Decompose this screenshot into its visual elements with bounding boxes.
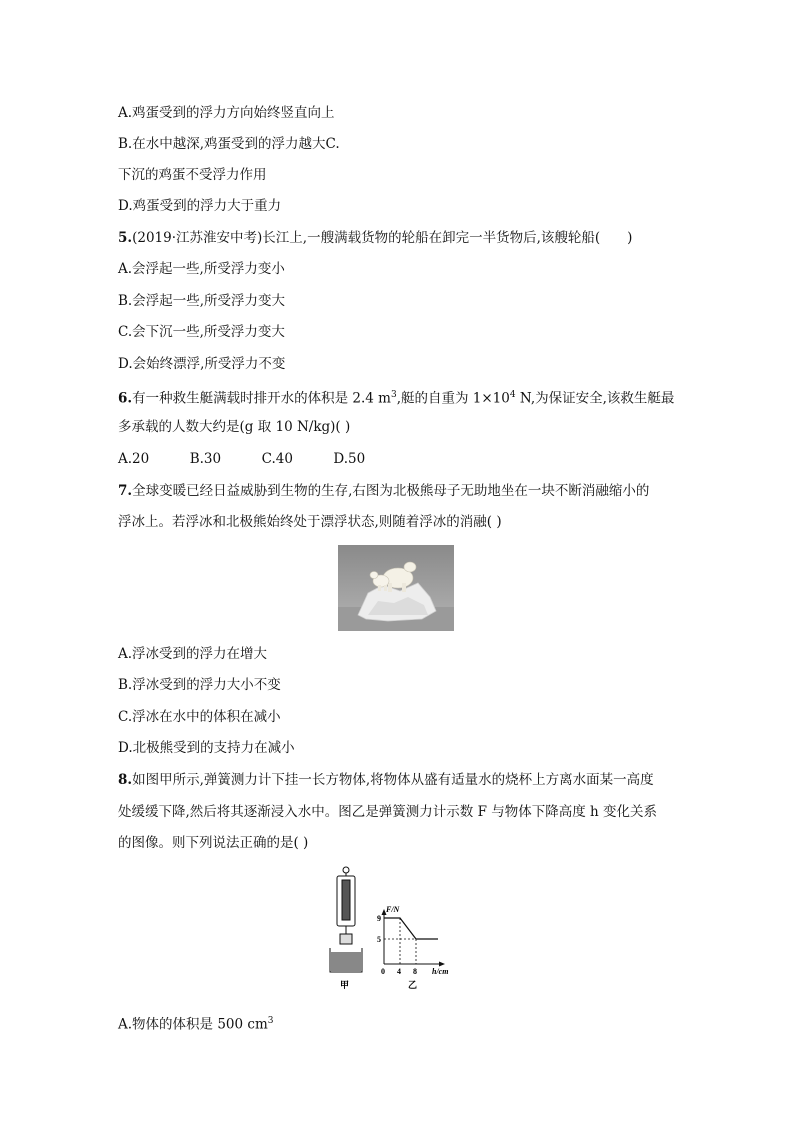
q8-option-a-text: A.物体的体积是 500 cm (118, 1016, 268, 1033)
tick-8: 8 (413, 967, 417, 976)
spring-scale-diagram (330, 867, 362, 972)
q7-option-b: B.浮冰受到的浮力大小不变 (118, 677, 281, 693)
q4-option-c: 下沉的鸡蛋不受浮力作用 (118, 167, 267, 183)
q7-stem-line1 (118, 482, 649, 500)
tick-5: 5 (377, 935, 381, 944)
q8-option-a-sup: 3 (267, 1016, 274, 1026)
polar-bear-photo (338, 545, 454, 631)
q7-number: 7. (118, 483, 133, 499)
q5-option-a: A.会浮起一些,所受浮力变小 (118, 261, 285, 277)
q8-option-a (118, 1012, 274, 1034)
q6-sup-4: 4 (509, 390, 516, 400)
q8-stem-line3: 的图像。则下列说法正确的是( ) (118, 835, 309, 851)
tick-4: 4 (397, 967, 401, 976)
q6-stem-line1 (118, 386, 674, 408)
spring-scale-figure (320, 864, 480, 994)
q6-sup-3: 3 (390, 390, 397, 400)
y-axis-label: F/N (386, 905, 400, 914)
q5-option-d: D.会始终漂浮,所受浮力不变 (118, 356, 286, 372)
q6-number: 6. (118, 390, 133, 407)
x-axis-label: h/cm (432, 967, 449, 976)
q7-option-d: D.北极熊受到的支持力在减小 (118, 740, 295, 756)
label-jia: 甲 (340, 980, 350, 990)
q5-number: 5. (118, 230, 133, 246)
q8-stem-line1 (118, 771, 654, 789)
q6-stem-part2: ,艇的自重为 1×10 (396, 390, 510, 407)
force-height-graph (377, 905, 448, 976)
q4-option-a: A.鸡蛋受到的浮力方向始终竖直向上 (118, 105, 335, 121)
q4-option-d: D.鸡蛋受到的浮力大于重力 (118, 198, 282, 214)
q8-stem-line2: 处缓缓下降,然后将其逐渐浸入水中。图乙是弹簧测力计示数 F 与物体下降高度 h 变化关系 (118, 804, 658, 820)
graph-line (384, 918, 438, 939)
q6-stem-part1: 有一种救生艇满载时排开水的体积是 2.4 m (132, 390, 391, 407)
q7-stem-text1: 全球变暖已经日益威胁到生物的生存,右图为北极熊母子无助地坐在一块不断消融缩小的 (132, 483, 650, 499)
q8-number: 8. (118, 772, 133, 788)
label-yi: 乙 (408, 980, 418, 990)
q6-stem-line2: 多承载的人数大约是(g 取 10 N/kg)( ) (118, 419, 351, 435)
q6-stem-part3: N,为保证安全,该救生艇最 (515, 390, 675, 407)
q5-stem-text: (2019·江苏淮安中考)长江上,一艘满载货物的轮船在卸完一半货物后,该艘轮船( ) (132, 230, 633, 246)
tick-9: 9 (377, 914, 381, 923)
q5-option-c: C.会下沉一些,所受浮力变大 (118, 324, 285, 340)
q7-stem-line2: 浮冰上。若浮冰和北极熊始终处于漂浮状态,则随着浮冰的消融( ) (118, 514, 502, 530)
q7-option-a: A.浮冰受到的浮力在增大 (118, 646, 268, 662)
q8-stem-text1: 如图甲所示,弹簧测力计下挂一长方物体,将物体从盛有适量水的烧杯上方离水面某一高度 (132, 772, 654, 788)
q4-option-b: B.在水中越深,鸡蛋受到的浮力越大C. (118, 136, 340, 152)
q6-options: A.20 B.30 C.40 D.50 (118, 451, 366, 467)
q5-option-b: B.会浮起一些,所受浮力变大 (118, 293, 286, 309)
tick-0: 0 (381, 967, 385, 976)
q5-stem (118, 229, 632, 247)
q7-option-c: C.浮冰在水中的体积在减小 (118, 709, 281, 725)
